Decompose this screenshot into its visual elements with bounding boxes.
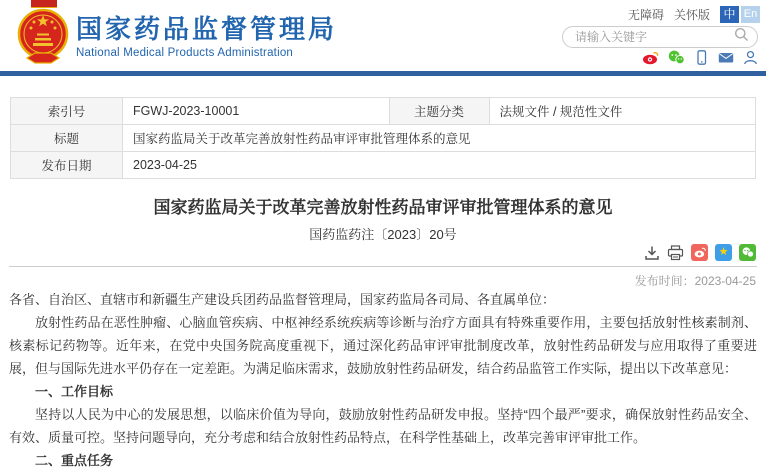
title-value: 国家药监局关于改革完善放射性药品审评审批管理体系的意见	[123, 125, 756, 152]
article-body	[9, 288, 757, 472]
title-label: 标题	[11, 125, 123, 152]
site-search	[562, 26, 758, 48]
publish-date-value: 2023-04-25	[123, 152, 756, 179]
article-paragraph: 放射性药品在恶性肿瘤、心脑血管疾病、中枢神经系统疾病等诊断与治疗方面具有特殊重要作用，主要包括放射性核素制剂、核素标记药物等。近年来，在党中央国务院高度重视下，通过深化药品审评审批制度改革，放射性药品研发与应用取得了重要进展，但与国际先进水平仍存在一定差距。为满足临床需求，鼓励放射性药品研发，结合药品监管工作实际，提出以下改革意见：	[9, 315, 757, 376]
section-heading-2: 二、重点任务	[35, 453, 114, 468]
lang-toggle-en[interactable]: En	[741, 6, 760, 23]
table-row	[11, 152, 756, 179]
document-meta-table	[10, 97, 756, 179]
article-toolbar	[644, 244, 756, 261]
share-qzone-icon[interactable]: ★	[715, 244, 732, 261]
national-emblem-logo	[17, 7, 69, 70]
care-version-link[interactable]: 关怀版	[673, 8, 710, 22]
section-heading-1: 一、工作目标	[35, 384, 114, 399]
document-title: 国家药监局关于改革完善放射性药品审评审批管理体系的意见	[153, 198, 613, 217]
publish-time	[635, 272, 756, 289]
topic-category-value: 法规文件 / 规范性文件	[489, 98, 756, 125]
publish-date-label: 发布日期	[11, 152, 123, 179]
wechat-icon[interactable]	[668, 50, 685, 65]
print-icon[interactable]	[667, 245, 684, 261]
lang-toggle-zh[interactable]: 中	[720, 6, 739, 23]
mobile-icon[interactable]	[694, 50, 709, 65]
weibo-icon[interactable]	[642, 50, 659, 65]
top-utility-links	[628, 6, 760, 23]
index-number-label: 索引号	[11, 98, 123, 125]
header-divider-bar	[0, 71, 766, 76]
topic-category-label: 主题分类	[389, 98, 489, 125]
document-number: 国药监药注〔2023〕20号	[309, 227, 457, 242]
download-icon[interactable]	[644, 245, 660, 261]
article-paragraph: 坚持以人民为中心的发展思想，以临床价值为导向，鼓励放射性药品研发申报。坚持“四个最严”要求，确保放射性药品安全、有效、质量可控。坚持问题导向，充分考虑和结合放射性药品特点，在科学性基础上，改革完善审评审批工作。	[9, 407, 757, 445]
share-wechat-icon[interactable]	[739, 244, 756, 261]
site-name-zh: 国家药品监督管理局	[76, 14, 338, 44]
site-name-en: National Medical Products Administration	[76, 47, 294, 59]
article-greeting: 各省、自治区、直辖市和新疆生产建设兵团药品监督管理局，国家药监局各司局、各直属单位：	[9, 292, 556, 307]
publish-time-label: 发布时间：	[634, 274, 695, 288]
publish-time-value: 2023-04-25	[694, 274, 756, 288]
table-row	[11, 125, 756, 152]
index-number-value: FGWJ-2023-10001	[123, 98, 390, 125]
user-icon[interactable]	[743, 50, 758, 65]
site-title-block	[76, 14, 337, 59]
share-weibo-icon[interactable]	[691, 244, 708, 261]
site-header	[0, 0, 766, 71]
header-social-icons	[642, 50, 758, 65]
mail-icon[interactable]	[718, 50, 734, 65]
accessibility-link[interactable]: 无障碍	[627, 8, 664, 22]
article-divider	[9, 266, 757, 267]
search-icon[interactable]	[734, 27, 749, 47]
search-input[interactable]	[575, 30, 734, 44]
table-row	[11, 98, 756, 125]
